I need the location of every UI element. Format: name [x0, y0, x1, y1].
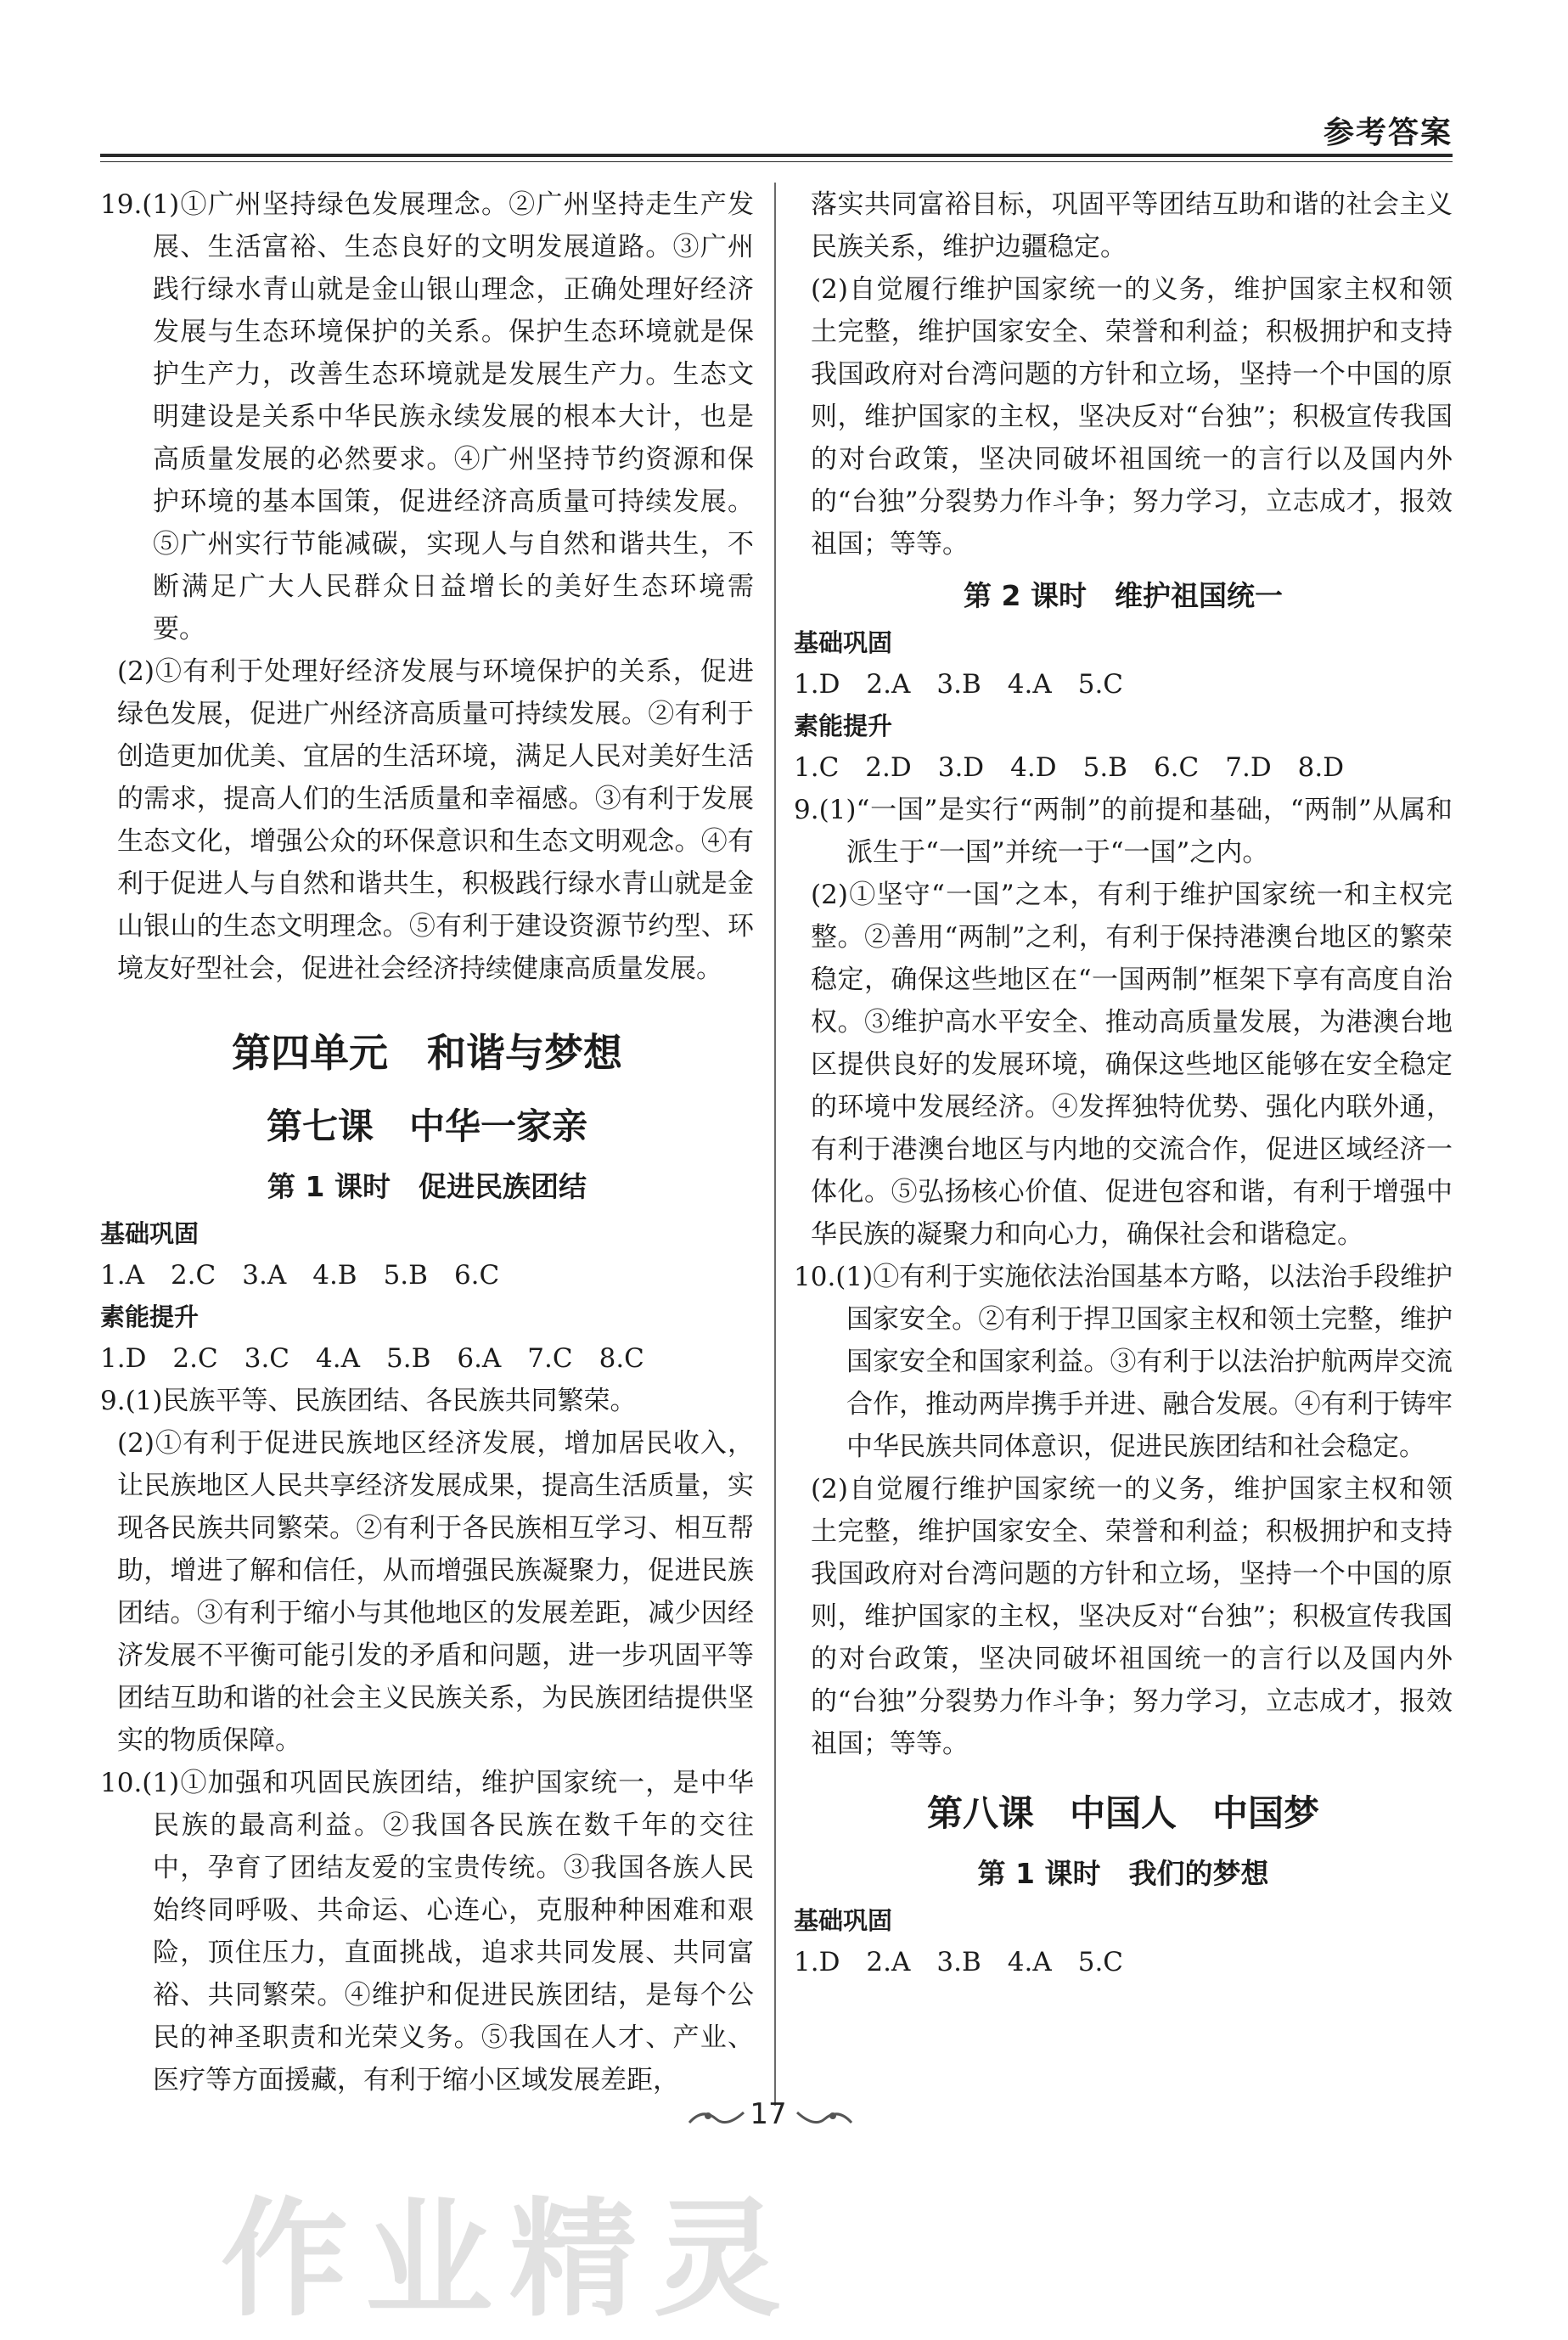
q10-part2: (2)自觉履行维护国家统一的义务，维护国家主权和领土完整，维护国家安全、荣誉和利益；积极拥护和支持我国政府对台湾问题的方针和立场，坚持一个中国的原则，维护国家的主权，坚决反对“台独”；积极宣传我国的对台政策，坚决同破坏祖国统一的言行以及国内外的“台独”分裂势力作斗争；努力学习，立志成才，报效祖国；等等。	[811, 1474, 1453, 1759]
q10-part1: 10.(1)①加强和巩固民族团结，维护国家统一，是中华民族的最高利益。②我国各民族在数千年的交往中，孕育了团结友爱的宝贵传统。③我国各族人民始终同呼吸、共命运、心连心，克服种种困难和艰险，顶住压力，直面挑战，追求共同发展、共同富裕、共同繁荣。④维护和促进民族团结，是每个公民的神圣职责和光荣义务。⑤我国在人才、产业、医疗等方面援藏，有利于缩小区域发展差距，	[100, 1768, 754, 2095]
left-column	[100, 183, 754, 2101]
period1-title: 第 1 课时 我们的梦想	[977, 1857, 1269, 1890]
improve-answers: 1.D 2.C 3.C 4.A 5.B 6.A 7.C 8.C	[100, 1343, 644, 1374]
column-divider	[774, 183, 776, 2106]
basic-answers: 1.D 2.A 3.B 4.A 5.C	[794, 1947, 1124, 1977]
q10-part2: (2)自觉履行维护国家统一的义务，维护国家主权和领土完整，维护国家安全、荣誉和利益；积极拥护和支持我国政府对台湾问题的方针和立场，坚持一个中国的原则，维护国家的主权，坚决反对“台独”；积极宣传我国的对台政策，坚决同破坏祖国统一的言行以及国内外的“台独”分裂势力作斗争；努力学习，立志成才，报效祖国；等等。	[811, 274, 1453, 560]
watermark: 作业精灵	[221, 2186, 799, 2334]
q9-part2: (2)①有利于促进民族地区经济发展，增加居民收入，让民族地区人民共享经济发展成果，提高生活质量，实现各民族共同繁荣。②有利于各民族相互学习、相互帮助，增进了解和信任，从而增强民族凝聚力，促进民族团结。③有利于缩小与其他地区的发展差距，减少因经济发展不平衡可能引发的矛盾和问题，进一步巩固平等团结互助和谐的社会主义民族关系，为民族团结提供坚实的物质保障。	[117, 1428, 754, 1756]
header-rule	[100, 154, 1453, 157]
period1-title: 第 1 课时 促进民族团结	[267, 1170, 587, 1203]
basic-label: 基础巩固	[794, 1906, 893, 1935]
period2-title: 第 2 课时 维护祖国统一	[964, 579, 1283, 612]
basic-answers: 1.A 2.C 3.A 4.B 5.B 6.C	[100, 1260, 500, 1291]
lesson8-title: 第八课 中国人 中国梦	[926, 1792, 1319, 1834]
lesson7-title: 第七课 中华一家亲	[266, 1105, 587, 1147]
basic-label: 基础巩固	[100, 1219, 200, 1248]
improve-answers: 1.C 2.D 3.D 4.D 5.B 6.C 7.D 8.D	[794, 752, 1345, 783]
basic-answers: 1.D 2.A 3.B 4.A 5.C	[794, 669, 1124, 700]
header-title: 参考答案	[1323, 115, 1453, 150]
q19-part2: (2)①有利于处理好经济发展与环境保护的关系，促进绿色发展，促进广州经济高质量可持续发展。②有利于创造更加优美、宜居的生活环境，满足人民对美好生活的需求，提高人们的生活质量和幸福感。③有利于发展生态文化，增强公众的环保意识和生态文明观念。④有利于促进人与自然和谐共生，积极践行绿水青山就是金山银山的生态文明理念。⑤有利于建设资源节约型、环境友好型社会，促进社会经济持续健康高质量发展。	[117, 656, 754, 984]
q9-part2: (2)①坚守“一国”之本，有利于维护国家统一和主权完整。②善用“两制”之利，有利于保持港澳台地区的繁荣稳定，确保这些地区在“一国两制”框架下享有高度自治权。③维护高水平安全、推动高质量发展，为港澳台地区提供良好的发展环境，确保这些地区能够在安全稳定的环境中发展经济。④发挥独特优势、强化内联外通，有利于港澳台地区与内地的交流合作，促进区域经济一体化。⑤弘扬核心价值、促进包容和谐，有利于增强中华民族的凝聚力和向心力，确保社会和谐稳定。	[811, 880, 1453, 1250]
page-number: 17	[750, 2097, 787, 2131]
improve-label: 素能提升	[794, 712, 893, 740]
q9-part1: 9.(1)民族平等、民族团结、各民族共同繁荣。	[100, 1386, 637, 1416]
basic-label: 基础巩固	[794, 628, 893, 657]
q9-part1: 9.(1)“一国”是实行“两制”的前提和基础，“两制”从属和派生于“一国”并统一于“一国”之内。	[794, 795, 1453, 868]
q19-part1: 19.(1)①广州坚持绿色发展理念。②广州坚持走生产发展、生活富裕、生态良好的文明发展道路。③广州践行绿水青山就是金山银山理念，正确处理好经济发展与生态环境保护的关系。保护生态环境就是保护生产力，改善生态环境就是发展生产力。生态文明建设是关系中华民族永续发展的根本大计，也是高质量发展的必然要求。④广州坚持节约资源和保护环境的基本国策，促进经济高质量可持续发展。⑤广州实行节能减碳，实现人与自然和谐共生，不断满足广大人民群众日益增长的美好生态环境需要。	[100, 189, 754, 644]
q10-part1: 10.(1)①有利于实施依法治国基本方略，以法治手段维护国家安全。②有利于捍卫国家主权和领土完整，维护国家安全和国家利益。③有利于以法治护航两岸交流合作，推动两岸携手并进、融合发展。④有利于铸牢中华民族共同体意识，促进民族团结和社会稳定。	[794, 1262, 1453, 1462]
improve-label: 素能提升	[100, 1302, 200, 1331]
q10-part1-continued: 落实共同富裕目标，巩固平等团结互助和谐的社会主义民族关系，维护边疆稳定。	[811, 189, 1453, 262]
header-rule-thin	[100, 161, 1453, 162]
footer-ornament-right-icon	[794, 2101, 853, 2131]
unit-title: 第四单元 和谐与梦想	[232, 1030, 622, 1076]
right-column	[794, 183, 1453, 1983]
